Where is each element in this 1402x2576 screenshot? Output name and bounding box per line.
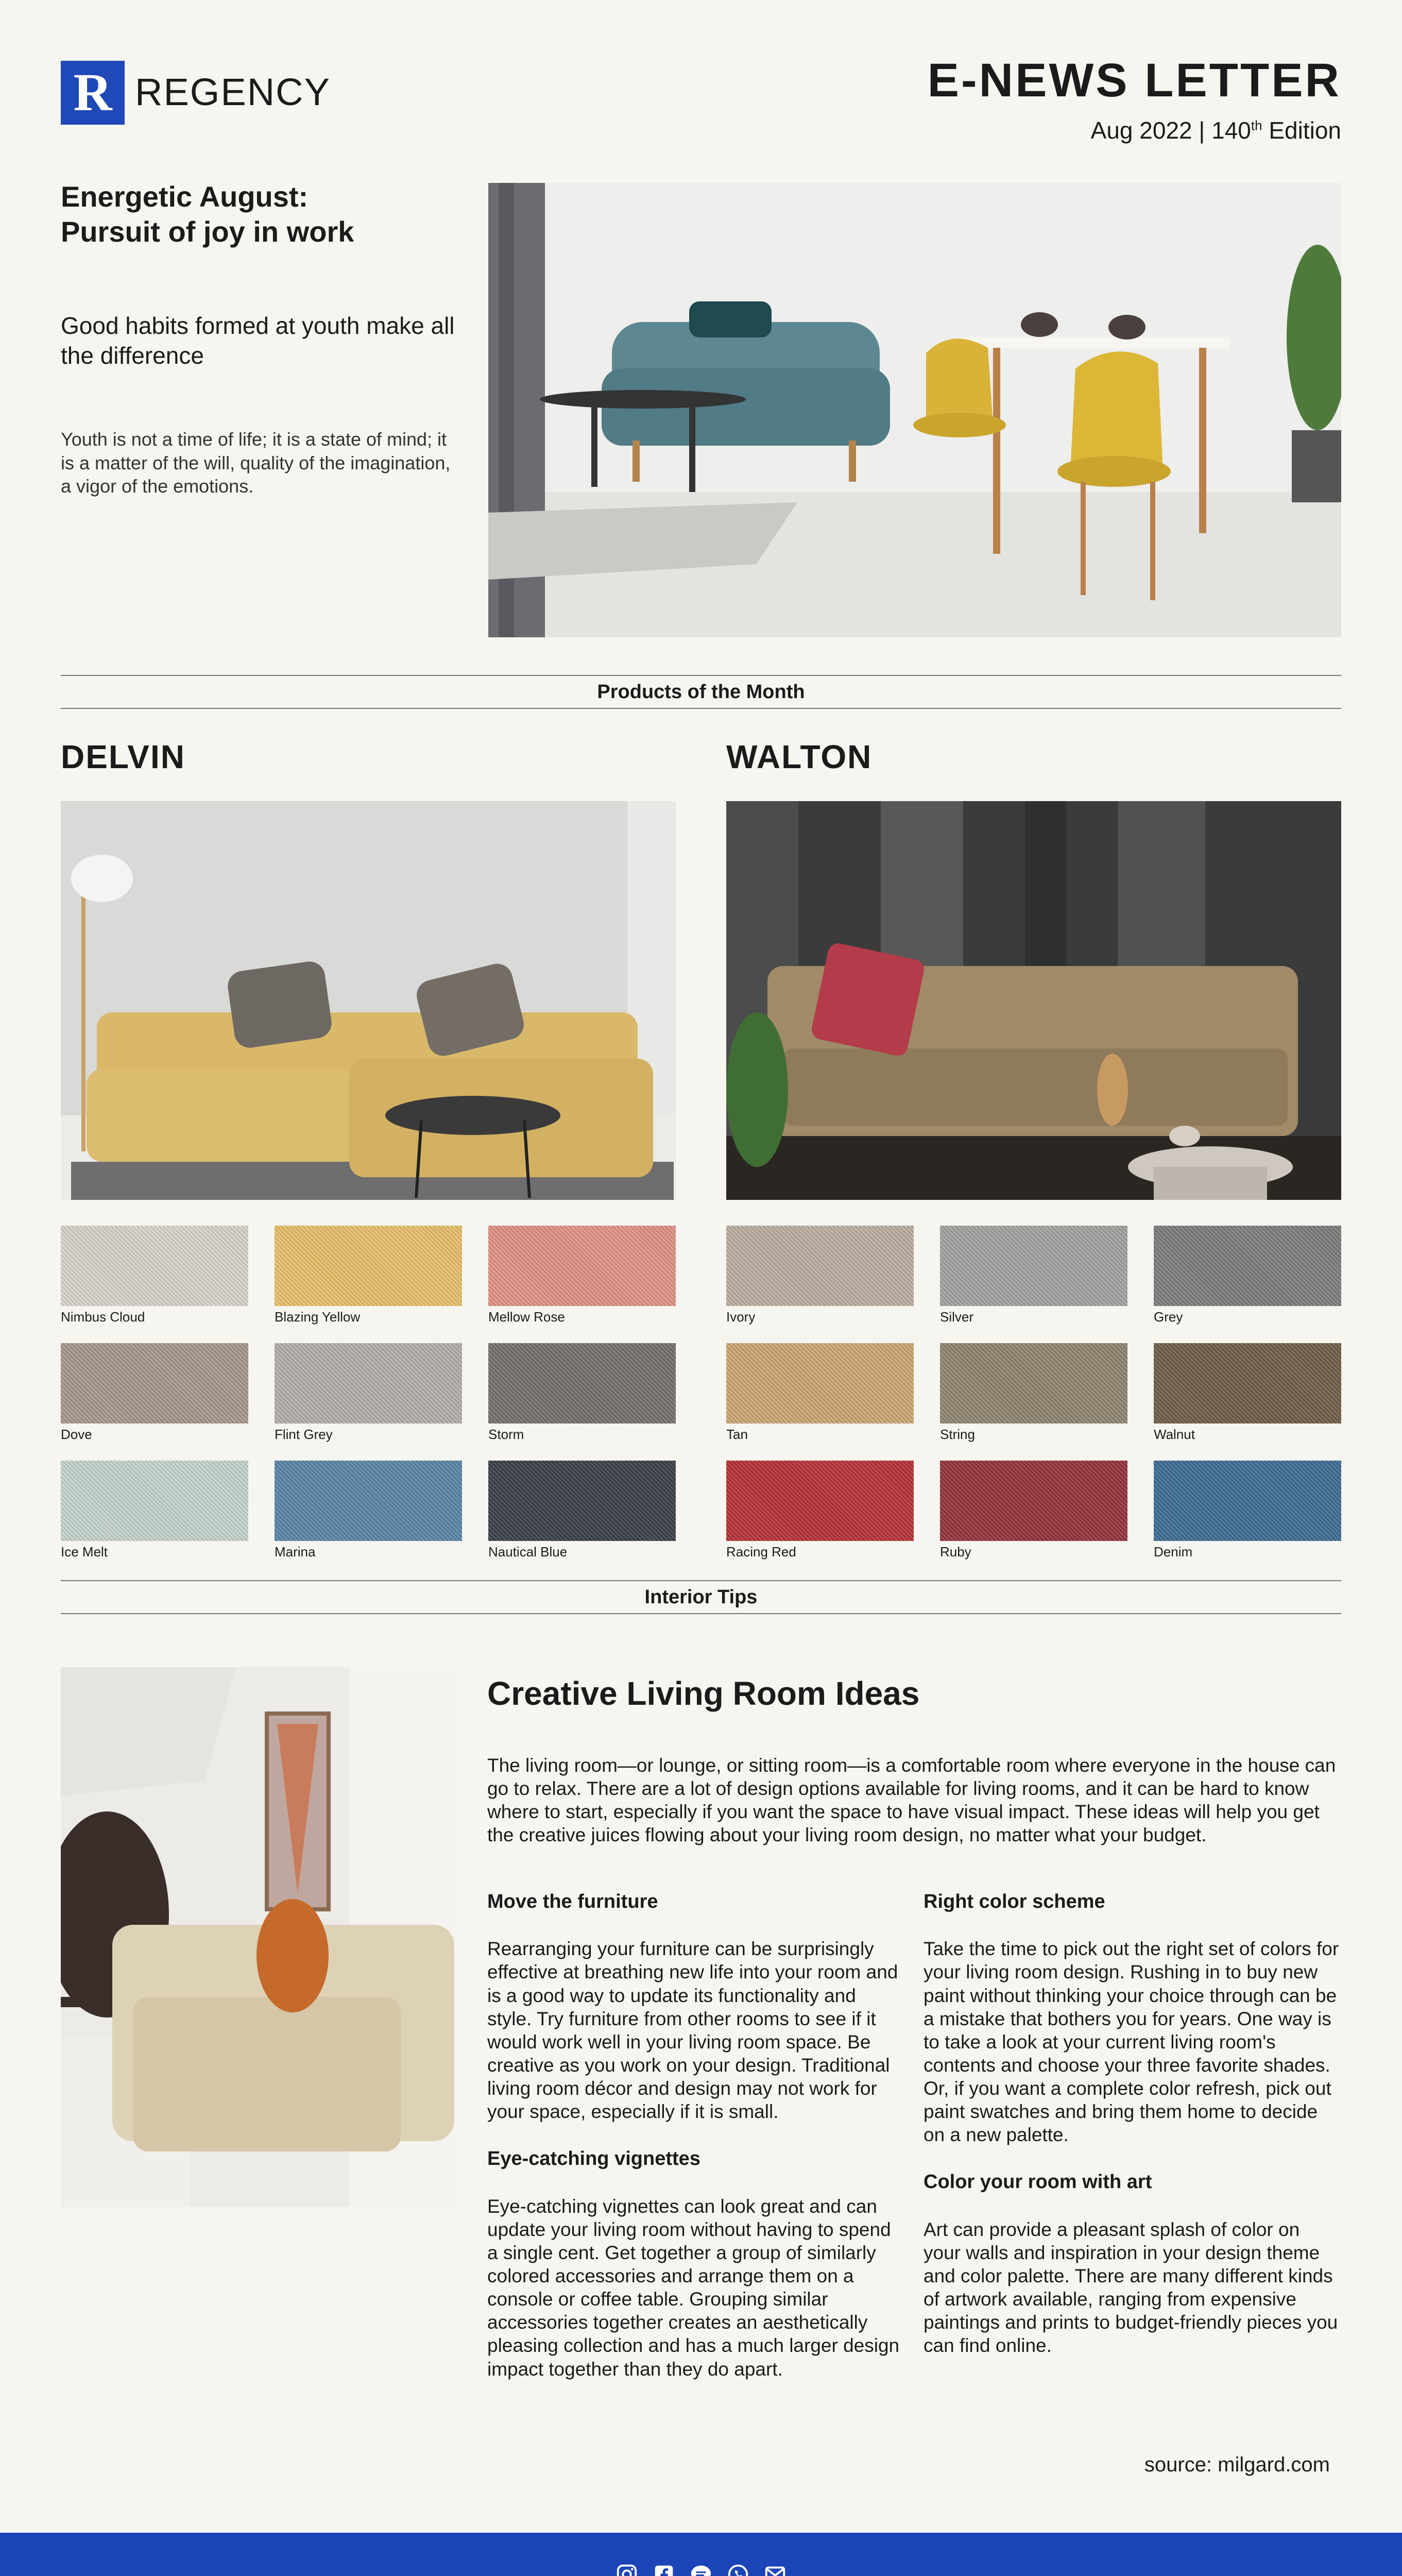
footer bbox=[0, 2533, 1402, 2576]
hero-subtitle: Good habits formed at youth make all the difference bbox=[61, 312, 455, 369]
tip-body: Art can provide a pleasant splash of color on your walls and inspiration in your design theme and color palette. There are many different kinds of artwork available, ranging from expensive paintings and prints to budget-friendly pieces you can find online. bbox=[924, 2218, 1338, 2357]
edition-ordinal: th bbox=[1251, 117, 1262, 133]
swatch-tile bbox=[61, 1343, 248, 1423]
swatch-tile bbox=[726, 1461, 914, 1541]
swatch-tile bbox=[61, 1226, 248, 1306]
swatch-label: Blazing Yellow bbox=[275, 1309, 361, 1325]
facebook-icon[interactable] bbox=[652, 2563, 676, 2576]
edition-date: Aug 2022 | 140 bbox=[1090, 117, 1251, 144]
tips-intro: The living room—or lounge, or sitting room—is a comfortable room where everyone in the house can go to relax. There are a lot of design options available for living rooms, and it can be hard to know where to start, especially if you want the space to have visual impact. These ideas will help you get the creative juices flowing about your living room design, no matter what your budget. bbox=[487, 1755, 1336, 1846]
tip-heading: Move the furniture bbox=[487, 1891, 658, 1912]
section-header-tips: Interior Tips bbox=[61, 1580, 1341, 1614]
logo bbox=[61, 61, 125, 125]
swatch-tile bbox=[488, 1461, 676, 1541]
tips-column-left bbox=[487, 1890, 904, 2404]
tip-heading: Right color scheme bbox=[924, 1891, 1105, 1912]
swatch[interactable] bbox=[940, 1461, 1127, 1558]
swatch-label: Walnut bbox=[1154, 1427, 1195, 1442]
swatch-tile bbox=[488, 1226, 676, 1306]
swatch-tile bbox=[275, 1343, 462, 1423]
swatch-tile bbox=[1154, 1343, 1341, 1423]
swatch[interactable] bbox=[275, 1343, 462, 1441]
delvin-sofa-photo bbox=[61, 801, 676, 1200]
edition-line bbox=[1091, 116, 1341, 144]
newsletter-title: E-NEWS LETTER bbox=[927, 54, 1341, 107]
line-icon[interactable] bbox=[689, 2563, 713, 2576]
swatch-label: Tan bbox=[726, 1427, 748, 1442]
tip-body: Eye-catching vignettes can look great and can update your living room without having to spend a single cent. Get together a group of similarly colored accessories and arrange them on a console or coffee table. Grouping similar accessories together creates an aesthetically pleasing collection and has a much larger design impact together than they do apart. bbox=[487, 2195, 900, 2380]
tip-body: Take the time to pick out the right set of colors for your living room design. Rushing in to buy new paint without thinking your choice through can be a mistake that bothers you for years. One way is to take a look at your current living room's contents and choose your three favorite shades. Or, if you want a complete color refresh, pick out paint swatches and bring them home to decide on a new palette. bbox=[924, 1938, 1339, 2146]
swatch[interactable] bbox=[940, 1226, 1127, 1324]
swatch-label: Silver bbox=[940, 1309, 974, 1325]
section-header-products: Products of the Month bbox=[61, 675, 1341, 709]
swatch[interactable] bbox=[1154, 1226, 1341, 1324]
product-title-delvin: DELVIN bbox=[61, 738, 185, 775]
swatch[interactable] bbox=[726, 1226, 914, 1324]
swatch-label: Nimbus Cloud bbox=[61, 1309, 145, 1325]
swatch-tile bbox=[1154, 1461, 1341, 1541]
swatch[interactable] bbox=[726, 1343, 914, 1441]
walton-swatch-grid bbox=[726, 1226, 1341, 1558]
swatch-label: Denim bbox=[1154, 1544, 1193, 1560]
swatch[interactable] bbox=[61, 1343, 248, 1441]
interior-tips-photo bbox=[61, 1667, 454, 2207]
social-icons bbox=[0, 2563, 1402, 2576]
swatch-label: Flint Grey bbox=[275, 1427, 333, 1442]
source-credit: source: milgard.com bbox=[1144, 2453, 1330, 2476]
swatch-tile bbox=[61, 1461, 248, 1541]
whatsapp-icon[interactable] bbox=[726, 2563, 750, 2576]
swatch-label: Marina bbox=[275, 1544, 316, 1560]
product-title-walton: WALTON bbox=[726, 738, 873, 775]
swatch-label: Storm bbox=[488, 1427, 524, 1442]
swatch[interactable] bbox=[1154, 1461, 1341, 1558]
swatch-label: Ruby bbox=[940, 1544, 971, 1560]
tip-heading: Eye-catching vignettes bbox=[487, 2148, 700, 2170]
swatch[interactable] bbox=[488, 1226, 676, 1324]
tips-column-right bbox=[924, 1890, 1341, 2381]
swatch[interactable] bbox=[726, 1461, 914, 1558]
swatch-tile bbox=[726, 1343, 914, 1423]
swatch-label: Ivory bbox=[726, 1309, 756, 1325]
swatch-tile bbox=[275, 1226, 462, 1306]
swatch-tile bbox=[940, 1343, 1127, 1423]
hero-body: Youth is not a time of life; it is a state of mind; it is a matter of the will, quality of the imagination, a vigor of the emotions. bbox=[61, 429, 451, 497]
tip-body: Rearranging your furniture can be surprisingly effective at breathing new life into your room and is a good way to update its functionality and style. Try furniture from other rooms to see if it would work well in your living room space. Be creative as you work on your design. Traditional living room décor and design may not work for your space, especially if it is small. bbox=[487, 1938, 898, 2123]
walton-sofa-photo bbox=[726, 801, 1341, 1200]
swatch-tile bbox=[1154, 1226, 1341, 1306]
instagram-icon[interactable] bbox=[615, 2563, 639, 2576]
swatch[interactable] bbox=[488, 1461, 676, 1558]
swatch[interactable] bbox=[940, 1343, 1127, 1441]
swatch-label: Dove bbox=[61, 1427, 92, 1442]
swatch-label: Grey bbox=[1154, 1309, 1183, 1325]
swatch-tile bbox=[275, 1461, 462, 1541]
swatch-label: String bbox=[940, 1427, 975, 1442]
delvin-swatch-grid bbox=[61, 1226, 676, 1558]
swatch[interactable] bbox=[61, 1226, 248, 1324]
swatch-label: Nautical Blue bbox=[488, 1544, 568, 1560]
mail-icon[interactable] bbox=[763, 2563, 787, 2576]
swatch-tile bbox=[726, 1226, 914, 1306]
swatch[interactable] bbox=[275, 1461, 462, 1558]
swatch[interactable] bbox=[1154, 1343, 1341, 1441]
swatch[interactable] bbox=[61, 1461, 248, 1558]
swatch-tile bbox=[940, 1461, 1127, 1541]
edition-suffix: Edition bbox=[1262, 117, 1341, 144]
swatch[interactable] bbox=[488, 1343, 676, 1441]
swatch-tile bbox=[488, 1343, 676, 1423]
logo-letter: R bbox=[73, 63, 112, 122]
brand-name: REGENCY bbox=[135, 71, 331, 113]
swatch-label: Ice Melt bbox=[61, 1544, 108, 1560]
hero-title: Energetic August: Pursuit of joy in work bbox=[61, 180, 354, 248]
swatch[interactable] bbox=[275, 1226, 462, 1324]
tips-title: Creative Living Room Ideas bbox=[487, 1675, 920, 1712]
swatch-tile bbox=[940, 1226, 1127, 1306]
tip-heading: Color your room with art bbox=[924, 2171, 1152, 2193]
swatch-label: Racing Red bbox=[726, 1544, 796, 1560]
swatch-label: Mellow Rose bbox=[488, 1309, 565, 1325]
hero-living-room-photo bbox=[488, 183, 1341, 637]
